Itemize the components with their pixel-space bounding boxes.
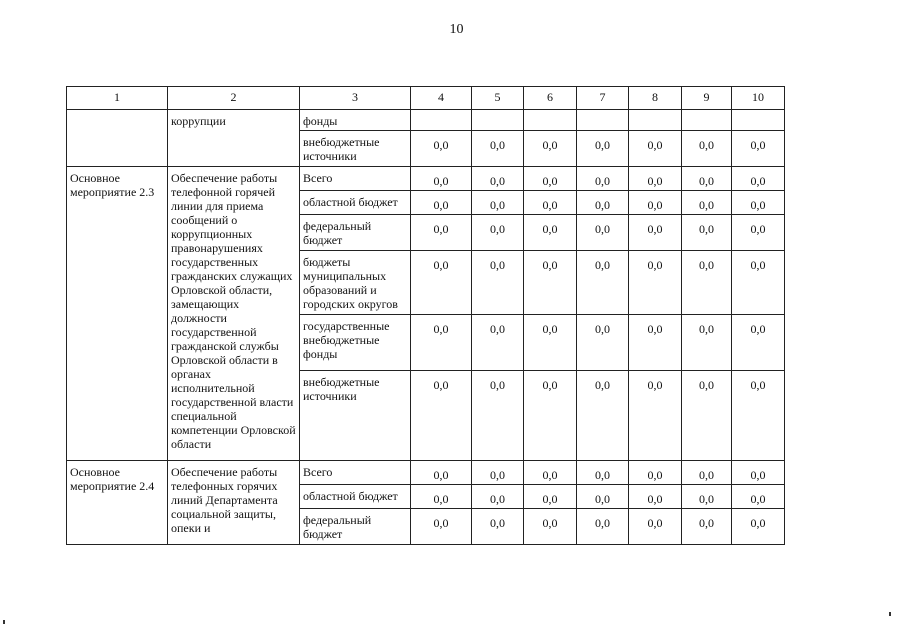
amount-cell: 0,0 <box>524 167 577 191</box>
amount-cell: 0,0 <box>682 461 732 485</box>
amount-cell: 0,0 <box>682 371 732 461</box>
amount-cell: 0,0 <box>472 131 524 167</box>
amount-cell: 0,0 <box>472 485 524 509</box>
amount-cell: 0,0 <box>577 509 629 545</box>
column-header-6: 6 <box>524 87 577 110</box>
amount-cell: 0,0 <box>472 371 524 461</box>
amount-cell: 0,0 <box>682 215 732 251</box>
amount-cell: 0,0 <box>577 131 629 167</box>
amount-cell <box>472 110 524 131</box>
amount-cell: 0,0 <box>577 461 629 485</box>
amount-cell: 0,0 <box>472 509 524 545</box>
amount-cell: 0,0 <box>577 371 629 461</box>
amount-cell: 0,0 <box>411 461 472 485</box>
amount-cell <box>732 110 785 131</box>
amount-cell: 0,0 <box>629 167 682 191</box>
amount-cell: 0,0 <box>577 251 629 315</box>
table-row <box>67 461 785 485</box>
amount-cell: 0,0 <box>629 461 682 485</box>
amount-cell: 0,0 <box>411 191 472 215</box>
amount-cell: 0,0 <box>524 485 577 509</box>
amount-cell: 0,0 <box>732 251 785 315</box>
budget-table <box>66 86 785 545</box>
amount-cell: 0,0 <box>524 131 577 167</box>
amount-cell: 0,0 <box>732 191 785 215</box>
amount-cell: 0,0 <box>682 131 732 167</box>
amount-cell: 0,0 <box>682 191 732 215</box>
amount-cell: 0,0 <box>411 509 472 545</box>
column-header-7: 7 <box>577 87 629 110</box>
measure-name-cell <box>67 110 168 167</box>
amount-cell: 0,0 <box>411 251 472 315</box>
amount-cell: 0,0 <box>524 251 577 315</box>
amount-cell: 0,0 <box>682 509 732 545</box>
page-number: 10 <box>449 22 464 37</box>
amount-cell: 0,0 <box>629 251 682 315</box>
amount-cell: 0,0 <box>732 509 785 545</box>
amount-cell: 0,0 <box>732 131 785 167</box>
column-header-4: 4 <box>411 87 472 110</box>
funding-source-cell: федеральный бюджет <box>300 215 411 251</box>
amount-cell: 0,0 <box>577 215 629 251</box>
amount-cell: 0,0 <box>629 371 682 461</box>
funding-source-cell: государственные внебюджетные фонды <box>300 315 411 371</box>
funding-source-cell: внебюджетные источники <box>300 371 411 461</box>
scan-mark <box>889 612 891 616</box>
column-header-9: 9 <box>682 87 732 110</box>
amount-cell: 0,0 <box>682 485 732 509</box>
funding-source-cell: Всего <box>300 167 411 191</box>
table-row <box>67 167 785 191</box>
funding-source-cell: Всего <box>300 461 411 485</box>
funding-source-cell: федеральный бюджет <box>300 509 411 545</box>
amount-cell: 0,0 <box>411 371 472 461</box>
amount-cell: 0,0 <box>524 215 577 251</box>
funding-source-cell: внебюджетные источники <box>300 131 411 167</box>
measure-name-cell: Основное мероприятие 2.3 <box>67 167 168 461</box>
amount-cell: 0,0 <box>732 461 785 485</box>
column-header-10: 10 <box>732 87 785 110</box>
amount-cell <box>682 110 732 131</box>
amount-cell: 0,0 <box>524 461 577 485</box>
amount-cell: 0,0 <box>629 131 682 167</box>
column-header-2: 2 <box>168 87 300 110</box>
amount-cell: 0,0 <box>411 315 472 371</box>
amount-cell: 0,0 <box>732 485 785 509</box>
header-row <box>67 87 785 110</box>
measure-description-cell: Обеспечение работы телефонных горячих линий Департамента социальной защиты, опеки и <box>168 461 300 545</box>
amount-cell: 0,0 <box>577 167 629 191</box>
measure-description-cell: коррупции <box>168 110 300 167</box>
column-header-3: 3 <box>300 87 411 110</box>
funding-source-cell: областной бюджет <box>300 485 411 509</box>
amount-cell: 0,0 <box>472 167 524 191</box>
amount-cell: 0,0 <box>524 371 577 461</box>
amount-cell: 0,0 <box>629 485 682 509</box>
amount-cell: 0,0 <box>411 167 472 191</box>
amount-cell: 0,0 <box>732 167 785 191</box>
amount-cell: 0,0 <box>732 315 785 371</box>
amount-cell: 0,0 <box>629 509 682 545</box>
measure-name-cell: Основное мероприятие 2.4 <box>67 461 168 545</box>
funding-source-cell: областной бюджет <box>300 191 411 215</box>
funding-source-cell: фонды <box>300 110 411 131</box>
amount-cell: 0,0 <box>472 251 524 315</box>
amount-cell: 0,0 <box>524 315 577 371</box>
amount-cell: 0,0 <box>577 485 629 509</box>
amount-cell: 0,0 <box>629 191 682 215</box>
amount-cell: 0,0 <box>577 191 629 215</box>
amount-cell: 0,0 <box>524 509 577 545</box>
amount-cell: 0,0 <box>629 315 682 371</box>
amount-cell: 0,0 <box>629 215 682 251</box>
amount-cell: 0,0 <box>411 215 472 251</box>
table-row <box>67 110 785 131</box>
amount-cell: 0,0 <box>472 461 524 485</box>
amount-cell: 0,0 <box>472 191 524 215</box>
amount-cell: 0,0 <box>411 131 472 167</box>
column-header-1: 1 <box>67 87 168 110</box>
amount-cell <box>411 110 472 131</box>
column-header-8: 8 <box>629 87 682 110</box>
amount-cell: 0,0 <box>472 215 524 251</box>
funding-source-cell: бюджеты муниципальных образований и городских округов <box>300 251 411 315</box>
measure-description-cell: Обеспечение работы телефонной горячей линии для приема сообщений о коррупционных правонарушениях государственных гражданских служащих Орловской области, замещающих должности государственной гражданской службы Орловской области в органах исполнительной государственной власти специальной компетенции Орловской области <box>168 167 300 461</box>
scan-mark <box>3 620 5 624</box>
amount-cell: 0,0 <box>411 485 472 509</box>
table-body <box>67 87 785 545</box>
amount-cell: 0,0 <box>682 167 732 191</box>
amount-cell: 0,0 <box>732 371 785 461</box>
amount-cell: 0,0 <box>682 251 732 315</box>
amount-cell <box>577 110 629 131</box>
amount-cell: 0,0 <box>472 315 524 371</box>
amount-cell: 0,0 <box>682 315 732 371</box>
amount-cell <box>524 110 577 131</box>
amount-cell: 0,0 <box>524 191 577 215</box>
amount-cell <box>629 110 682 131</box>
amount-cell: 0,0 <box>732 215 785 251</box>
amount-cell: 0,0 <box>577 315 629 371</box>
column-header-5: 5 <box>472 87 524 110</box>
